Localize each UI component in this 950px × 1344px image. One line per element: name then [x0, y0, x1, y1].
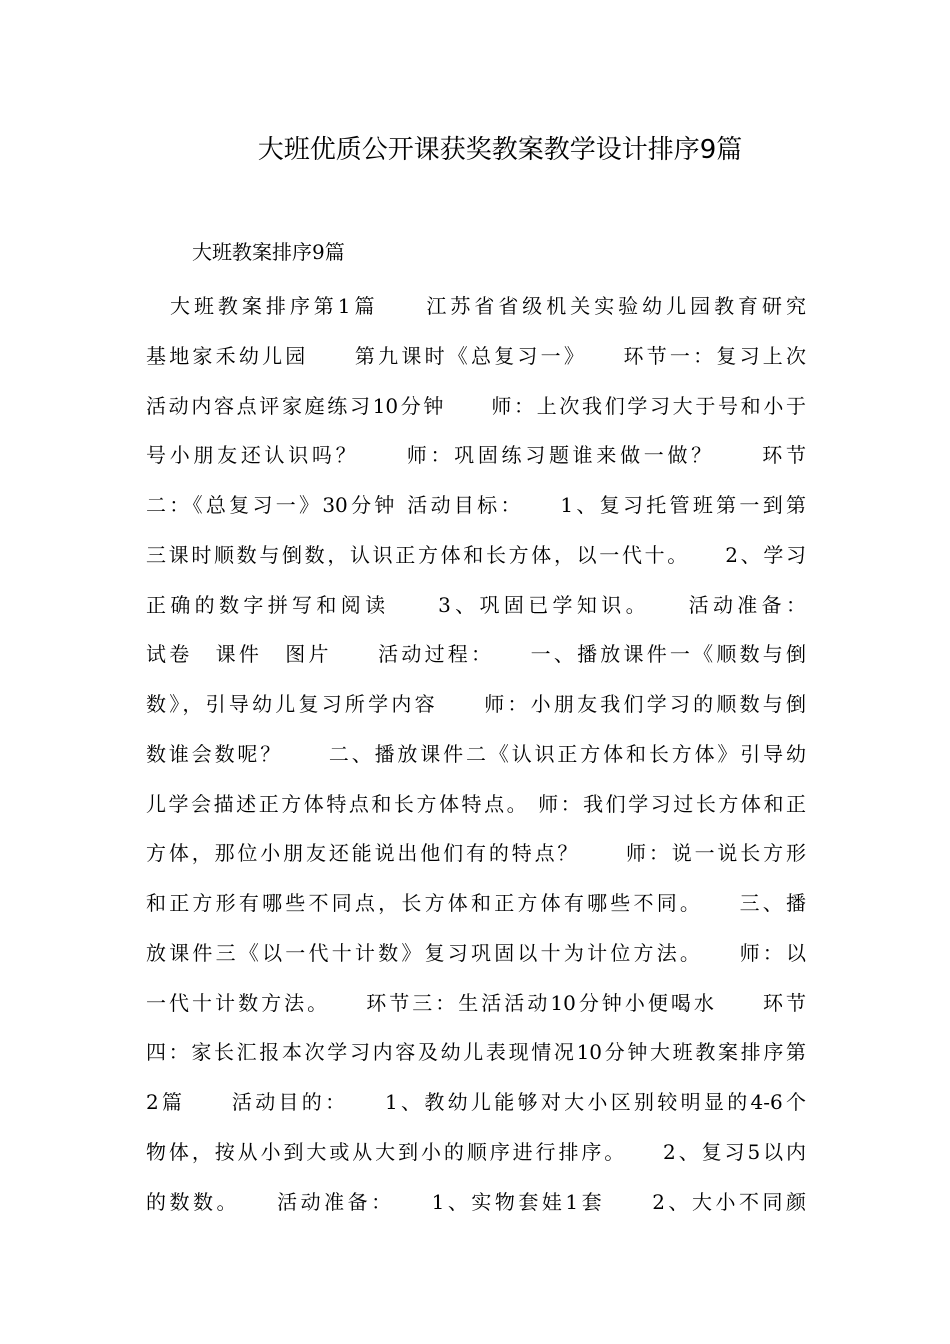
body-line: 数》，引导幼儿复习所学内容 师：小朋友我们学习的顺数与倒	[146, 692, 806, 716]
body-line: 活动内容点评家庭练习10分钟 师：上次我们学习大于号和小于	[146, 393, 806, 418]
body-line: 二：《总复习一》30分钟 活动目标： 1、复习托管班第一到第	[146, 493, 806, 517]
body-line: 放课件三《以一代十计数》复习巩固以十为计位方法。 师：以	[146, 940, 806, 965]
body-line: 三课时顺数与倒数，认识正方体和长方体，以一代十。 2、学习	[146, 542, 806, 567]
body-line: 物体，按从小到大或从大到小的顺序进行排序。 2、复习5以内	[146, 1139, 806, 1164]
body-line: 儿学会描述正方体特点和长方体特点。 师：我们学习过长方体和正	[146, 791, 806, 816]
body-line: 方体，那位小朋友还能说出他们有的特点？ 师：说一说长方形	[146, 841, 806, 866]
body-line: 试卷 课件 图片 活动过程： 一、播放课件一《顺数与倒	[146, 642, 806, 667]
body-line: 大班教案排序第1篇 江苏省省级机关实验幼儿园教育研究	[146, 294, 806, 318]
body-line: 2篇 活动目的： 1、教幼儿能够对大小区别较明显的4-6个	[146, 1090, 806, 1114]
body-line: 数谁会数呢？ 二、播放课件二《认识正方体和长方体》引导幼	[146, 741, 806, 766]
body-line: 四：家长汇报本次学习内容及幼儿表现情况10分钟大班教案排序第	[146, 1040, 806, 1065]
body-line: 的数数。 活动准备： 1、实物套娃1套 2、大小不同颜	[146, 1189, 806, 1214]
document-title: 大班优质公开课获奖教案教学设计排序9篇	[257, 135, 743, 165]
body-line: 正确的数字拼写和阅读 3、巩固已学知识。 活动准备：	[146, 592, 806, 617]
body-line: 号小朋友还认识吗？ 师：巩固练习题谁来做一做？ 环节	[146, 443, 806, 468]
body-line: 基地家禾幼儿园 第九课时《总复习一》 环节一：复习上次	[146, 343, 806, 368]
body-line: 一代十计数方法。 环节三：生活活动10分钟小便喝水 环节	[146, 990, 806, 1015]
body-line: 和正方形有哪些不同点，长方体和正方体有哪些不同。 三、播	[146, 891, 806, 915]
body-paragraph	[146, 282, 806, 1227]
section-subheading: 大班教案排序9篇	[192, 240, 345, 264]
